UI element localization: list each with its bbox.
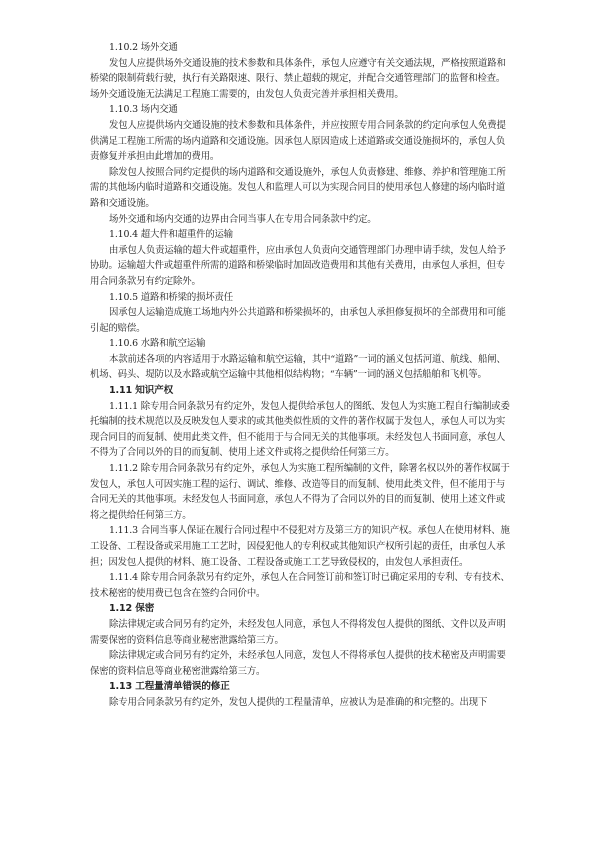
subsection-heading: 1.10.2 场外交通 <box>109 42 178 53</box>
subsection-heading: 1.10.6 水路和航空运输 <box>109 338 206 350</box>
paragraph: 本款前述各项的内容适用于水路运输和航空运输，其中“道路”一词的涵义包括河道、航线、船闸、机场、码头、堤防以及水路或航空运输中其他相似结构物；“车辆”一词的涵义包括船舶和飞机等。 <box>90 353 506 381</box>
subsection-heading: 1.10.3 场内交通 <box>109 104 178 116</box>
paragraph: 发包人应提供场外交通设施的技术参数和具体条件，承包人应遵守有关交通法规，严格按照道路和桥梁的限制荷载行驶，执行有关路限速、限行、禁止超载的规定，并配合交通管理部门的监督和检查。场外交通设施无法满足工程施工需要的，由发包人负责完善并承担相关费用。 <box>90 57 506 100</box>
subsection-heading: 1.10.5 道路和桥梁的损坏责任 <box>109 291 233 303</box>
paragraph: 由承包人负责运输的超大件或超重件，应由承包人负责向交通管理部门办理申请手续，发包人给予协助。运输超大件或超重件所需的道路和桥梁临时加固改造费用和其他有关费用，由承包人承担，但专用合同条款另有约定除外。 <box>90 244 506 287</box>
paragraph: 除专用合同条款另有约定外，发包人提供的工程量清单，应被认为是准确的和完整的。出现下 <box>109 696 488 708</box>
paragraph: 除法律规定或合同另有约定外，未经承包人同意，发包人不得将承包人提供的技术秘密及声明需要保密的资料信息等商业秘密泄露给第三方。 <box>90 650 506 677</box>
paragraph: 1.11.2 除专用合同条款另有约定外，承包人为实施工程所编制的文件，除署名权以外的著作权属于发包人，承包人可因实施工程的运行、调试、维修、改造等目的而复制、使用此类文件，但不能用于与合同无关的其他事项。未经发包人书面同意，承包人不得为了合同以外的目的而复制、使用上述文件或将之提供给任何第三方。 <box>90 463 510 521</box>
subsection-heading: 1.10.4 超大件和超重件的运输 <box>109 229 233 241</box>
document-page <box>90 40 510 711</box>
paragraph: 因承包人运输造成施工场地内外公共道路和桥梁损坏的，由承包人承担修复损坏的全部费用和可能引起的赔偿。 <box>90 307 506 334</box>
section-heading-intellectual-property: 1.11 知识产权 <box>109 385 174 397</box>
paragraph: 1.11.1 除专用合同条款另有约定外，发包人提供给承包人的图纸、发包人为实施工程自行编制或委托编制的技术规范以及反映发包人要求的或其他类似性质的文件的著作权属于发包人，承包人可以为实现合同目的而复制、使用此类文件，但不能用于与合同无关的其他事项。未经发包人书面同意，承包人不得为了合同以外的目的而复制、使用上述文件或将之提供给任何第三方。 <box>90 400 510 459</box>
section-heading-confidentiality: 1.12 保密 <box>109 603 155 615</box>
paragraph: 1.11.3 合同当事人保证在履行合同过程中不侵犯对方及第三方的知识产权。承包人在使用材料、施工设备、工程设备或采用施工工艺时，因侵犯他人的专利权或其他知识产权所引起的责任，由承包人承担；因发包人提供的材料、施工设备、工程设备或施工工艺导致侵权的，由发包人承担责任。 <box>90 525 510 568</box>
paragraph: 除法律规定或合同另有约定外，未经发包人同意，承包人不得将发包人提供的图纸、文件以及声明需要保密的资料信息等商业秘密泄露给第三方。 <box>90 618 506 646</box>
paragraph: 发包人应提供场内交通设施的技术参数和具体条件，并应按照专用合同条款的约定向承包人免费提供满足工程施工所需的场内道路和交通设施。因承包人原因造成上述道路或交通设施损坏的，承包人负责修复并承担由此增加的费用。 <box>90 119 506 163</box>
section-heading-bill-of-quantities: 1.13 工程量清单错误的修正 <box>109 681 230 693</box>
paragraph: 场外交通和场内交通的边界由合同当事人在专用合同条款中约定。 <box>109 213 377 225</box>
paragraph: 1.11.4 除专用合同条款另有约定外，承包人在合同签订前和签订时已确定采用的专利、专有技术、技术秘密的使用费已包含在签约合同价中。 <box>90 572 510 599</box>
paragraph: 除发包人按照合同约定提供的场内道路和交通设施外，承包人负责修建、维修、养护和管理施工所需的其他场内临时道路和交通设施。发包人和监理人可以为实现合同目的使用承包人修建的场内临时道路和交通设施。 <box>90 166 506 209</box>
